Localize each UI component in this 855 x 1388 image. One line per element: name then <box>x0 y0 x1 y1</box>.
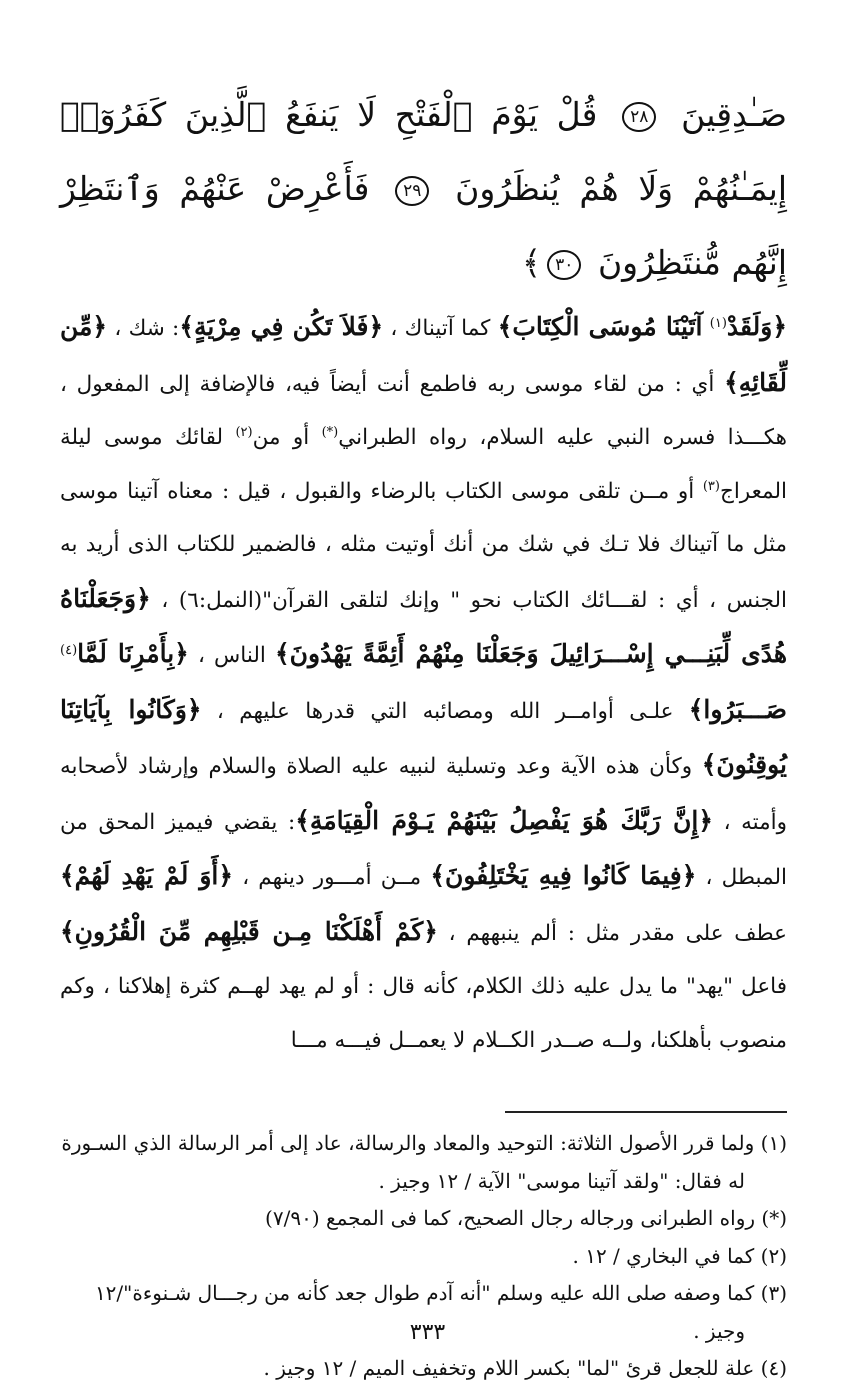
ayah-number-29: ٢٩ <box>395 176 429 206</box>
ayah-number-30: ٣٠ <box>547 250 581 280</box>
footnote-ref-4: (٤) <box>60 642 78 658</box>
commentary: : شك ، <box>114 316 180 341</box>
quote: ﴿أَوَ لَمْ يَهْدِ لَهُمْ﴾ <box>60 861 234 890</box>
quote: ﴿فِيمَا كَانُوا فِيهِ يَخْتَلِفُونَ﴾ <box>430 861 697 890</box>
closing-bracket: ﴾ <box>521 243 542 282</box>
quote: ﴿وَلَقَدْ <box>726 312 788 341</box>
footnote-number: (٣) <box>760 1281 787 1305</box>
quote: ﴿وَجَعَلْنَاهُ هُدًى لِّبَنِـــي إِسْـــرَائِيلَ وَجَعَلْنَا مِنْهُمْ أَئِمَّةً يَهْدُونَ﴾ <box>60 583 788 668</box>
commentary: كما آتيناك ، <box>390 316 491 341</box>
verse-29: قُلْ يَوْمَ ٱلْفَتْحِ لَا يَنفَعُ ٱلَّذِينَ كَفَرُوٓا۟ إِيمَـٰنُهُمْ وَلَا هُمْ يُنظَرُونَ <box>60 95 787 208</box>
footnote-1 <box>60 1125 787 1200</box>
footnote-star <box>60 1200 787 1238</box>
footnote-text: علة للجعل قرئ "لما" بكسر اللام وتخفيف الميم / ١٢ وجيز . <box>263 1356 755 1380</box>
commentary: عطف على مقدر مثل : ألم ينبههم ، <box>448 920 787 946</box>
commentary: وكأن هذه الآية وعد وتسلية لنبيه عليه الصلاة والسلام وإرشاد لأصحابه وأمته ، <box>60 754 787 835</box>
ayah-number-28: ٢٨ <box>622 102 656 132</box>
footnote-ref-2: (٢) <box>235 424 253 440</box>
footnote-2 <box>60 1238 787 1276</box>
quote: آتَيْنَا مُوسَى الْكِتَابَ﴾ <box>497 312 703 341</box>
quran-verses <box>60 78 787 300</box>
tafsir-paragraph <box>60 300 787 1067</box>
quote: ﴿بِأَمْرِنَا لَمَّا <box>77 639 189 668</box>
footnotes <box>60 1125 787 1388</box>
quote: صَـــبَرُوا﴾ <box>688 694 787 724</box>
page-number: ٣٣٣ <box>409 1320 446 1345</box>
commentary: الناس ، <box>197 643 266 668</box>
quote: ﴿وَكَانُوا بِآيَاتِنَا يُوقِنُونَ﴾ <box>60 694 787 779</box>
commentary: فاعل "يهد" ما يدل عليه ذلك الكلام، كأنه قال : أو لم يهد لهــم كثرة إهلاكنا ، وكم منصوب بأهلكنا، ولــه صــدر الكــلام لا يعمــل فيـــه مـــا <box>60 974 787 1053</box>
quote: ﴿كَمْ أَهْلَكْنَا مِـن قَبْلِهِم مِّنَ الْقُرُونِ﴾ <box>60 916 438 946</box>
footnote-continuation: له فقال: "ولقد آتينا موسى" الآية / ١٢ وجيز . <box>378 1168 745 1193</box>
footnote-number: (١) <box>760 1131 787 1155</box>
verse-30: فَأَعْرِضْ عَنْهُمْ وَٱنتَظِرْ إِنَّهُم مُّنتَظِرُونَ <box>60 169 787 282</box>
footnote-4 <box>60 1350 787 1388</box>
commentary: : يقضي فيميز المحق من المبطل ، <box>60 809 787 890</box>
verse-fragment: صَـٰدِقِينَ <box>681 95 787 134</box>
quote: ﴿إِنَّ رَبَّكَ هُوَ يَفْصِلُ بَيْنَهُمْ يَـوْمَ الْقِيَامَةِ﴾ <box>295 805 713 835</box>
footnote-number: (٢) <box>760 1243 787 1268</box>
commentary: أو مــن تلقى موسى الكتاب بالرضاء والقبول ، قيل : معناه آتينا موسى مثل ما آتيناك فلا تـك في شك من أنك أوتيت مثله ، فالضمير للكتاب الذى أريد به الجنس ، أي : لقـــائك الكتاب نحو " وإنك لتلقى القرآن"(النمل:٦) ، <box>60 478 787 613</box>
commentary: أو من <box>252 425 310 450</box>
footnote-text: ولما قرر الأصول الثلاثة: التوحيد والمعاد والرسالة، عاد إلى أمر الرسالة الذي السـورة <box>61 1131 755 1155</box>
commentary: أي : من لقاء موسى ربه فاطمع أنت أيضاً فيه، فالإضافة إلى المفعول ، هكـــذا فسره النبي عليه السلام، رواه الطبراني <box>60 371 787 450</box>
footnote-ref-star: (*) <box>321 424 339 440</box>
commentary: مــن أمـــور دينهم ، <box>242 865 422 890</box>
footnote-text: كما في البخاري / ١٢ . <box>572 1243 755 1268</box>
footnote-divider <box>505 1111 787 1113</box>
footnote-continuation: وجيز . <box>693 1318 745 1343</box>
quote: ﴿فَلاَ تَكُن فِي مِرْيَةٍ﴾ <box>179 312 384 341</box>
footnote-text: رواه الطبرانى ورجاله رجال الصحيح، كما فى المجمع (٧/٩٠) <box>265 1206 756 1230</box>
commentary: لقائك موسى ليلة المعراج <box>60 425 787 504</box>
quote: ﴿مِّن لِّقَائِهِ﴾ <box>60 312 787 397</box>
footnote-ref-3: (٣) <box>702 478 720 494</box>
commentary: علـى أوامــر الله ومصائبه التي قدرها عليهم ، <box>216 698 674 724</box>
footnote-text: كما وصفه صلى الله عليه وسلم "أنه آدم طوال جعد كأنه من رجـــال شـنوءة"/١٢ <box>94 1281 755 1305</box>
footnote-ref-1: (١) <box>709 315 727 331</box>
footnote-number: (*) <box>761 1206 787 1230</box>
footnote-number: (٤) <box>760 1356 787 1380</box>
